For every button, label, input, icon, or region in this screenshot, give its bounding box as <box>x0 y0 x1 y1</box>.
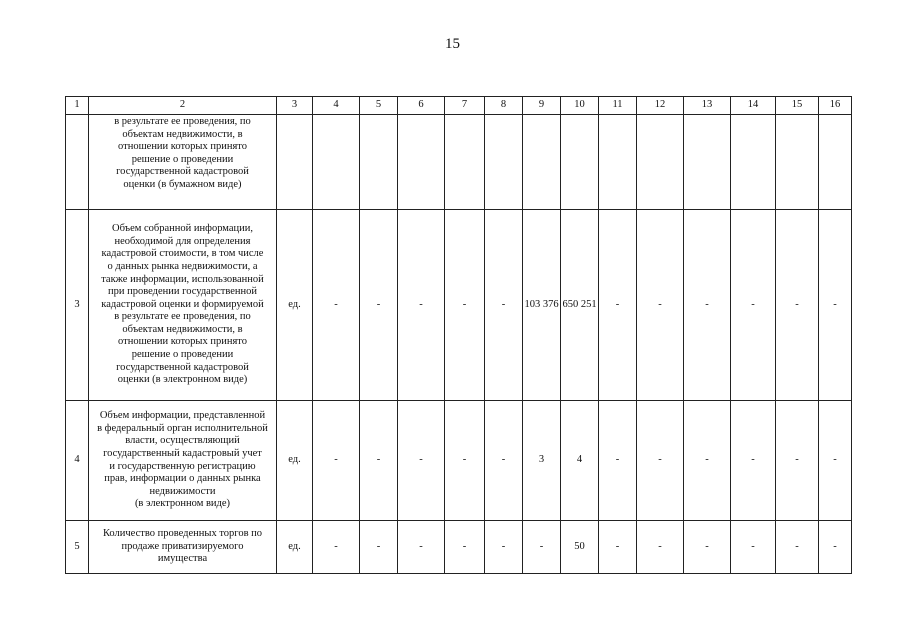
value-cell: - <box>776 210 819 401</box>
value-cell: - <box>313 210 360 401</box>
description-line: Объем информации, представленной <box>99 410 266 422</box>
description-line: при проведении государственной <box>108 286 257 298</box>
indicator-description-cell <box>89 401 277 521</box>
table-body <box>66 97 852 574</box>
description-line: оценки (в электронном виде) <box>117 374 248 386</box>
column-header: 15 <box>776 97 819 115</box>
value-cell: - <box>523 521 561 574</box>
value-cell: - <box>398 210 445 401</box>
value-cell: - <box>398 401 445 521</box>
column-header: 2 <box>89 97 277 115</box>
description-line: о данных рынка недвижимости, а <box>107 260 258 272</box>
description-line: государственной кадастровой <box>116 166 249 178</box>
value-cell: - <box>485 210 523 401</box>
value-cell <box>523 115 561 210</box>
description-line: в федеральный орган исполнительной <box>97 422 268 434</box>
data-table <box>65 96 852 574</box>
table-row <box>66 210 852 401</box>
indicator-description-cell <box>89 115 277 210</box>
column-header: 4 <box>313 97 360 115</box>
unit-cell: ед. <box>277 210 313 401</box>
value-cell: - <box>599 401 637 521</box>
value-cell <box>599 115 637 210</box>
description-line: объектам недвижимости, в <box>122 323 243 335</box>
value-cell: - <box>360 210 398 401</box>
column-header: 11 <box>599 97 637 115</box>
column-header: 3 <box>277 97 313 115</box>
description-line: Количество проведенных торгов по <box>102 528 263 540</box>
value-cell: 103 376 <box>523 210 561 401</box>
description-line: государственный кадастровый учет <box>103 447 262 459</box>
unit-cell: ед. <box>277 401 313 521</box>
value-cell <box>637 115 684 210</box>
value-cell: - <box>684 521 731 574</box>
description-line: (в электронном виде) <box>134 498 231 510</box>
description-line: в результате ее проведения, по <box>114 116 251 127</box>
value-cell: - <box>485 401 523 521</box>
description-line: кадастровой стоимости, в том числе <box>101 248 264 260</box>
description-line: в результате ее проведения, по <box>114 311 251 323</box>
value-cell: - <box>313 521 360 574</box>
value-cell <box>731 115 776 210</box>
description-line: и государственную регистрацию <box>109 460 256 472</box>
description-line: недвижимости <box>149 485 216 497</box>
value-cell <box>360 115 398 210</box>
value-cell: - <box>445 521 485 574</box>
value-cell: - <box>599 210 637 401</box>
value-cell: - <box>731 521 776 574</box>
value-cell: 3 <box>523 401 561 521</box>
row-number-cell: 3 <box>66 210 89 401</box>
column-header: 7 <box>445 97 485 115</box>
value-cell: - <box>637 210 684 401</box>
value-cell: - <box>313 401 360 521</box>
value-cell: - <box>731 210 776 401</box>
description-line: объектам недвижимости, в <box>122 128 243 140</box>
value-cell: - <box>360 401 398 521</box>
value-cell <box>485 115 523 210</box>
column-header: 6 <box>398 97 445 115</box>
value-cell: - <box>684 210 731 401</box>
value-cell <box>445 115 485 210</box>
value-cell: 650 251 <box>561 210 599 401</box>
value-cell: - <box>445 401 485 521</box>
description-line: Объем собранной информации, <box>111 223 254 235</box>
description-line: отношении которых принято <box>118 336 247 348</box>
value-cell: - <box>360 521 398 574</box>
description-line: имущества <box>157 553 208 565</box>
value-cell <box>684 115 731 210</box>
description-line: прав, информации о данных рынка <box>104 473 261 485</box>
value-cell: 50 <box>561 521 599 574</box>
table-row <box>66 521 852 574</box>
value-cell <box>398 115 445 210</box>
value-cell: - <box>776 521 819 574</box>
description-line: оценки (в бумажном виде) <box>123 178 242 190</box>
column-header: 5 <box>360 97 398 115</box>
value-cell: - <box>637 401 684 521</box>
value-cell: - <box>819 210 852 401</box>
value-cell: - <box>637 521 684 574</box>
column-header: 9 <box>523 97 561 115</box>
description-line: также информации, использованной <box>101 273 264 285</box>
description-line: власти, осуществляющий <box>125 435 240 447</box>
value-cell: - <box>819 401 852 521</box>
column-header: 1 <box>66 97 89 115</box>
row-number-cell: 4 <box>66 401 89 521</box>
column-header: 8 <box>485 97 523 115</box>
value-cell: - <box>485 521 523 574</box>
value-cell: - <box>819 521 852 574</box>
value-cell: - <box>398 521 445 574</box>
value-cell <box>313 115 360 210</box>
description-line: необходимой для определения <box>114 235 251 247</box>
value-cell <box>776 115 819 210</box>
description-line: продаже приватизируемого <box>121 540 244 552</box>
indicator-description-cell <box>89 210 277 401</box>
table-row <box>66 401 852 521</box>
description-line: государственной кадастровой <box>116 361 249 373</box>
column-header: 16 <box>819 97 852 115</box>
description-line: решение о проведении <box>131 153 234 165</box>
table-header-row <box>66 97 852 115</box>
value-cell: - <box>599 521 637 574</box>
description-line: решение о проведении <box>131 349 234 361</box>
description-line: кадастровой оценки и формируемой <box>101 298 264 310</box>
value-cell: - <box>731 401 776 521</box>
column-header: 14 <box>731 97 776 115</box>
page-number: 15 <box>445 36 460 52</box>
value-cell: 4 <box>561 401 599 521</box>
unit-cell <box>277 115 313 210</box>
value-cell <box>819 115 852 210</box>
indicator-description-cell <box>89 521 277 574</box>
description-line: отношении которых принято <box>118 141 247 153</box>
value-cell <box>561 115 599 210</box>
column-header: 13 <box>684 97 731 115</box>
unit-cell: ед. <box>277 521 313 574</box>
column-header: 12 <box>637 97 684 115</box>
value-cell: - <box>445 210 485 401</box>
row-number-cell: 5 <box>66 521 89 574</box>
value-cell: - <box>776 401 819 521</box>
row-number-cell <box>66 115 89 210</box>
value-cell: - <box>684 401 731 521</box>
column-header: 10 <box>561 97 599 115</box>
table-row <box>66 115 852 210</box>
